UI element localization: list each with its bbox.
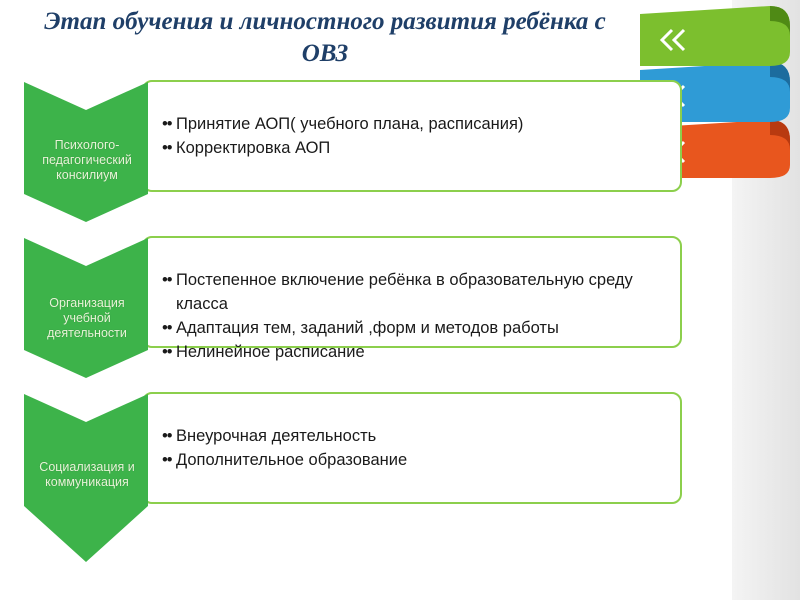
stage-3-list xyxy=(162,424,670,472)
list-item: •• Нелинейное расписание xyxy=(162,340,670,364)
list-item: •• Адаптация тем, заданий ,форм и методов работы xyxy=(162,316,670,340)
ribbon-green xyxy=(640,6,790,66)
list-item: •• Постепенное включение ребёнка в образовательную среду класса xyxy=(162,268,670,316)
stage-3-label: Социализация и коммуникация xyxy=(39,460,135,489)
page-title: Этап обучения и личностного развития ребёнка с ОВЗ xyxy=(44,8,606,67)
list-item: •• Корректировка АОП xyxy=(162,136,670,160)
stage-2-list xyxy=(162,268,670,364)
stage-3-card xyxy=(142,392,682,504)
stage-2-card xyxy=(142,236,682,361)
list-item: •• Дополнительное образование xyxy=(162,448,670,472)
stage-2-label: Организация учебной деятельности xyxy=(47,296,127,340)
list-item: •• Внеурочная деятельность xyxy=(162,424,670,448)
stage-1-card xyxy=(142,80,682,192)
stage-1-list xyxy=(162,112,670,160)
list-item: •• Принятие АОП( учебного плана, расписания) xyxy=(162,112,670,136)
stage-1-label: Психолого-педагогический консилиум xyxy=(42,138,132,182)
